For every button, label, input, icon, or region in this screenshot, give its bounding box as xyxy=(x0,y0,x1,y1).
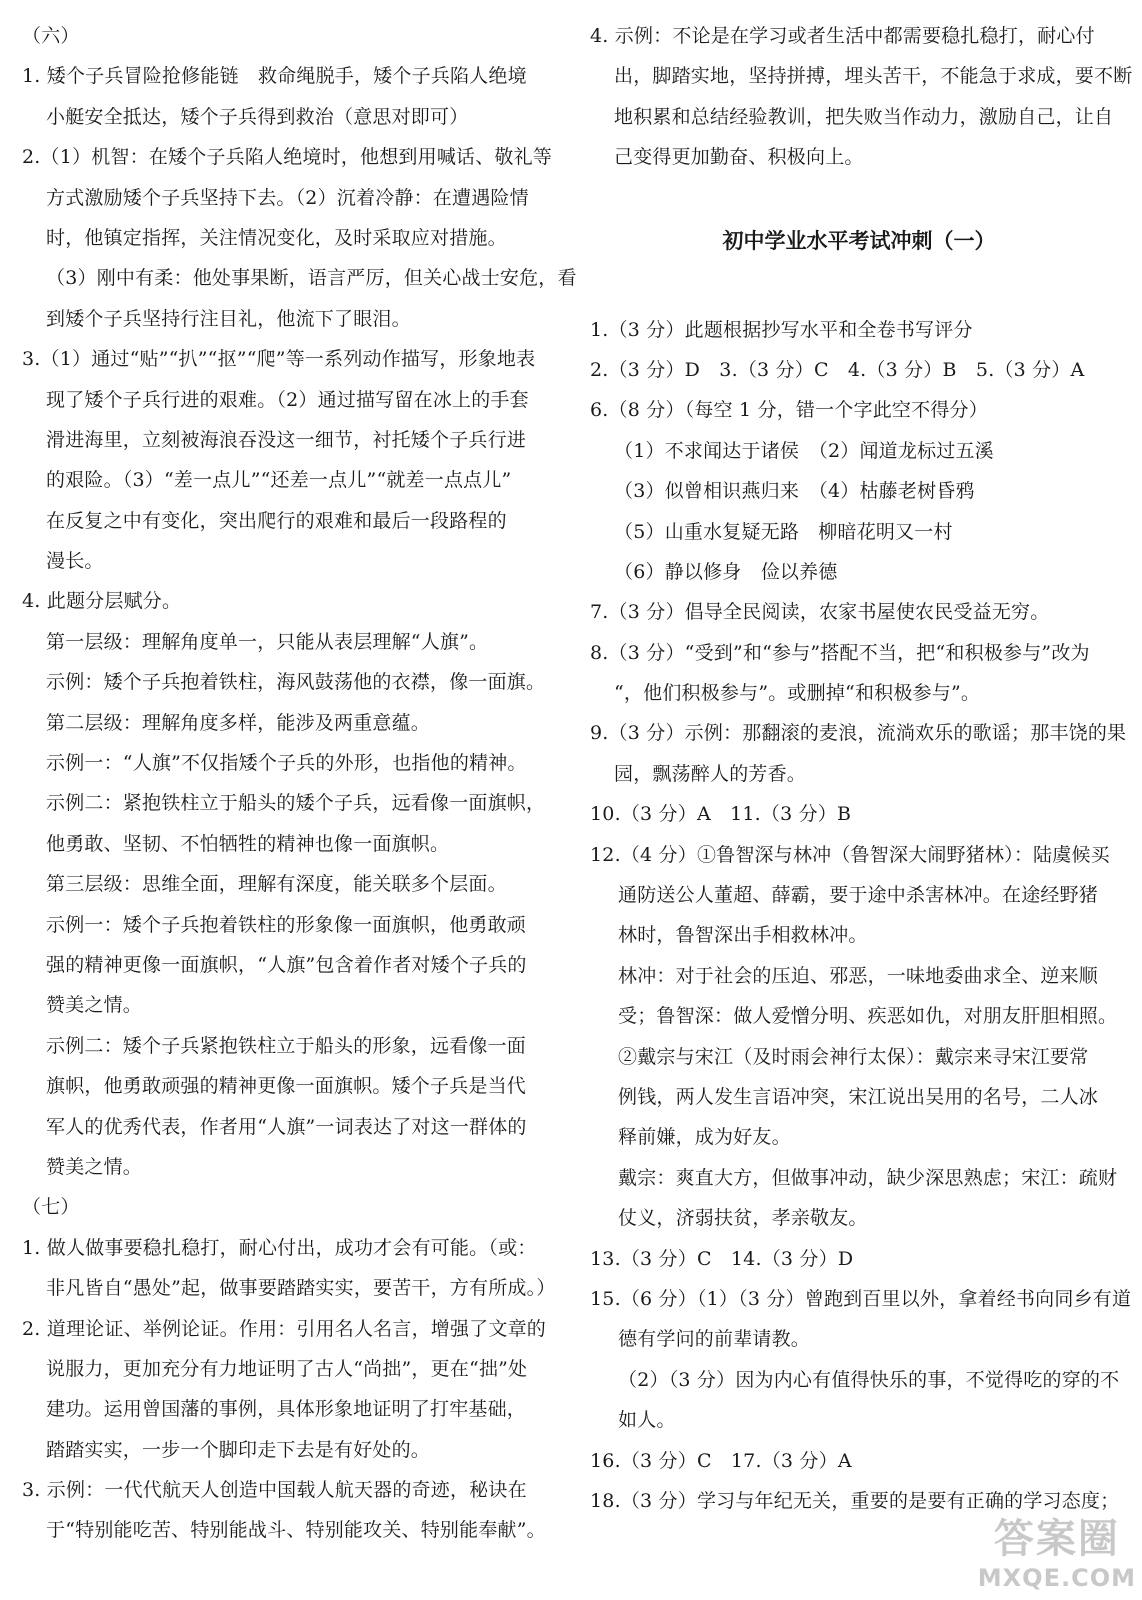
answer-line: 示例一：矮个子兵抱着铁柱的形象像一面旗帜，他勇敢顽 xyxy=(46,913,527,936)
answer-line: 的艰险。（3）“差一点儿”“还差一点儿”“就差一点点儿” xyxy=(46,469,512,492)
answer-line: 强的精神更像一面旗帜，“人旗”包含着作者对矮个子兵的 xyxy=(46,953,527,976)
answer-line: 林时，鲁智深出手相救林冲。 xyxy=(618,924,868,947)
answer-line: 13.（3 分）C 14.（3 分）D xyxy=(590,1247,854,1270)
answer-line: 己变得更加勤奋、积极向上。 xyxy=(614,146,864,169)
answer-line: 他勇敢、坚韧、不怕牺牲的精神也像一面旗帜。 xyxy=(46,832,450,855)
answer-line: 仗义，济弱扶贫，孝亲敬友。 xyxy=(618,1207,868,1230)
answer-line: 出，脚踏实地，坚持拼搏，埋头苦干，不能急于求成，要不断 xyxy=(614,65,1133,88)
answer-line: （六） xyxy=(22,25,80,47)
right-top-answers xyxy=(590,16,1133,178)
answer-line: 现了矮个子兵行进的艰难。（2）通过描写留在冰上的手套 xyxy=(46,388,529,411)
answer-line: 8.（3 分）“受到”和“参与”搭配不当，把“和积极参与”改为 xyxy=(590,641,1090,664)
section-gap xyxy=(590,270,1128,310)
answer-line: 滑进海里，立刻被海浪吞没这一细节，衬托矮个子兵行进 xyxy=(46,428,527,451)
answer-line: （5）山重水复疑无路 柳暗花明又一村 xyxy=(614,520,953,543)
answer-line: 1.（3 分）此题根据抄写水平和全卷书写评分 xyxy=(590,318,973,341)
answer-line: 漫长。 xyxy=(46,550,104,573)
answer-line: 方式激励矮个子兵坚持下去。（2）沉着冷静：在遭遇险情 xyxy=(46,186,529,209)
answer-line: 军人的优秀代表，作者用“人旗”一词表达了对这一群体的 xyxy=(46,1115,527,1138)
answer-line: 第三层级：思维全面，理解有深度，能关联多个层面。 xyxy=(46,873,507,896)
answer-line: 9.（3 分）示例：那翻滚的麦浪，流淌欢乐的歌谣；那丰饶的果 xyxy=(590,722,1127,745)
answer-line: 2. 道理论证、举例论证。作用：引用名人名言，增强了文章的 xyxy=(22,1317,546,1340)
answer-line: 如人。 xyxy=(618,1409,676,1432)
answer-line: 建功。运用曾国藩的事例，具体形象地证明了打牢基础， xyxy=(46,1398,527,1421)
answer-line: 2.（3 分）D 3.（3 分）C 4.（3 分）B 5.（3 分）A xyxy=(590,358,1085,381)
answer-line: 2.（1）机智：在矮个子兵陷人绝境时，他想到用喊话、敬礼等 xyxy=(22,146,553,169)
answer-line: 园，飘荡醉人的芳香。 xyxy=(614,762,807,785)
answer-line: 第一层级：理解角度单一，只能从表层理解“人旗”。 xyxy=(46,630,489,653)
section-title: 初中学业水平考试冲刺（一） xyxy=(722,228,996,253)
watermark-logo-text: 答案圈 xyxy=(993,1516,1120,1562)
answer-line: 戴宗：爽直大方，但做事冲动，缺少深思熟虑；宋江：疏财 xyxy=(618,1166,1118,1189)
answer-line: （1）不求闻达于诸侯 （2）闻道龙标过五溪 xyxy=(614,439,994,462)
answer-line: ②戴宗与宋江（及时雨会神行太保）：戴宗来寻宋江要常 xyxy=(618,1045,1089,1068)
answer-line: （3）似曾相识燕归来 （4）枯藤老树昏鸦 xyxy=(614,480,975,503)
answer-line: （2）（3 分）因为内心有值得快乐的事，不觉得吃的穿的不 xyxy=(618,1368,1120,1391)
answer-line: 赞美之情。 xyxy=(46,994,143,1017)
answer-line: 非凡皆自“愚处”起，做事要踏踏实实，要苦干，方有所成。） xyxy=(46,1277,556,1300)
answer-line: 到矮个子兵坚持行注目礼，他流下了眼泪。 xyxy=(46,307,411,330)
answer-line: 说服力，更加充分有力地证明了古人“尚拙”，更在“拙”处 xyxy=(46,1357,528,1380)
answer-line: 时，他镇定指挥，关注情况变化，及时采取应对措施。 xyxy=(46,226,507,249)
answer-line: （七） xyxy=(22,1196,80,1219)
answer-line: 踏踏实实，一步一个脚印走下去是有好处的。 xyxy=(46,1438,431,1461)
answer-line: 6.（8 分）（每空 1 分，错一个字此空不得分） xyxy=(590,399,988,422)
answer-line: 1. 矮个子兵冒险抢修能链 救命绳脱手，矮个子兵陷人绝境 xyxy=(22,65,527,88)
answer-line: 释前嫌，成为好友。 xyxy=(618,1126,791,1149)
answer-line: 林冲：对于社会的压迫、邪恶，一味地委曲求全、逆来顺 xyxy=(618,964,1099,987)
answer-line: 例钱，两人发生言语冲突，宋江说出吴用的名号，二人冰 xyxy=(618,1085,1099,1108)
answer-line: 示例：矮个子兵抱着铁柱，海风鼓荡他的衣襟，像一面旗。 xyxy=(46,671,546,694)
answer-line: 16.（3 分）C 17.（3 分）A xyxy=(590,1449,852,1472)
answer-line: 通防送公人董超、薛霸，要于途中杀害林冲。在途经野猪 xyxy=(618,884,1099,907)
answer-line: 地积累和总结经验教训，把失败当作动力，激励自己，让自 xyxy=(614,105,1114,128)
answer-line: 15.（6 分）（1）（3 分）曾跑到百里以外，拿着经书向同乡有道 xyxy=(590,1287,1132,1310)
answer-line: 于“特别能吃苦、特别能战斗、特别能攻关、特别能奉献”。 xyxy=(46,1519,546,1542)
answer-line: （3）刚中有柔：他处事果断，语言严厉，但关心战士安危，看 xyxy=(46,267,577,290)
answer-line: 小艇安全抵达，矮个子兵得到救治（意思对即可） xyxy=(46,105,469,128)
answer-line: 1. 做人做事要稳扎稳打，耐心付出，成功才会有可能。（或： xyxy=(22,1236,537,1259)
right-column xyxy=(590,16,1133,1521)
answer-line: 示例二：矮个子兵紧抱铁柱立于船头的形象，远看像一面 xyxy=(46,1034,527,1057)
watermark-url: MXQE.COM xyxy=(977,1564,1136,1592)
answer-line: 12.（4 分）①鲁智深与林冲（鲁智深大闹野猪林）：陆虞候买 xyxy=(590,843,1110,866)
answer-line: 3.（1）通过“贴”“扒”“抠”“爬”等一系列动作描写，形象地表 xyxy=(22,348,536,371)
answer-line: 7.（3 分）倡导全民阅读，农家书屋使农民受益无穷。 xyxy=(590,601,1050,624)
left-column xyxy=(22,16,577,1551)
answer-line: 示例一：“人旗”不仅指矮个子兵的外形，也指他的精神。 xyxy=(46,752,527,775)
right-main-answers xyxy=(590,310,1132,1522)
answer-line: 示例二：紧抱铁柱立于船头的矮个子兵，远看像一面旗帜， xyxy=(46,792,546,815)
answer-line: 4. 示例：不论是在学习或者生活中都需要稳扎稳打，耐心付 xyxy=(590,25,1095,47)
answer-line: 3. 示例：一代代航天人创造中国载人航天器的奇迹，秘诀在 xyxy=(22,1479,527,1502)
watermark xyxy=(978,1507,1136,1592)
answer-line: 德有学问的前辈请教。 xyxy=(618,1328,811,1351)
answer-line: （6）静以修身 俭以养德 xyxy=(614,560,838,583)
answer-line: 第二层级：理解角度多样，能涉及两重意蕴。 xyxy=(46,711,431,734)
answer-line: 18.（3 分）学习与年纪无关，重要的是要有正确的学习态度； xyxy=(590,1489,1120,1512)
answer-line: 4. 此题分层赋分。 xyxy=(22,590,182,613)
answer-line: 受；鲁智深：做人爱憎分明、疾恶如仇，对朋友肝胆相照。 xyxy=(618,1005,1118,1028)
answer-line: “，他们积极参与”。或删掉“和积极参与”。 xyxy=(614,682,981,705)
answer-line: 10.（3 分）A 11.（3 分）B xyxy=(590,803,852,826)
answer-line: 在反复之中有变化，突出爬行的艰难和最后一段路程的 xyxy=(46,509,507,532)
answer-line: 赞美之情。 xyxy=(46,1155,143,1178)
answer-line: 旗帜，他勇敢顽强的精神更像一面旗帜。矮个子兵是当代 xyxy=(46,1075,527,1098)
